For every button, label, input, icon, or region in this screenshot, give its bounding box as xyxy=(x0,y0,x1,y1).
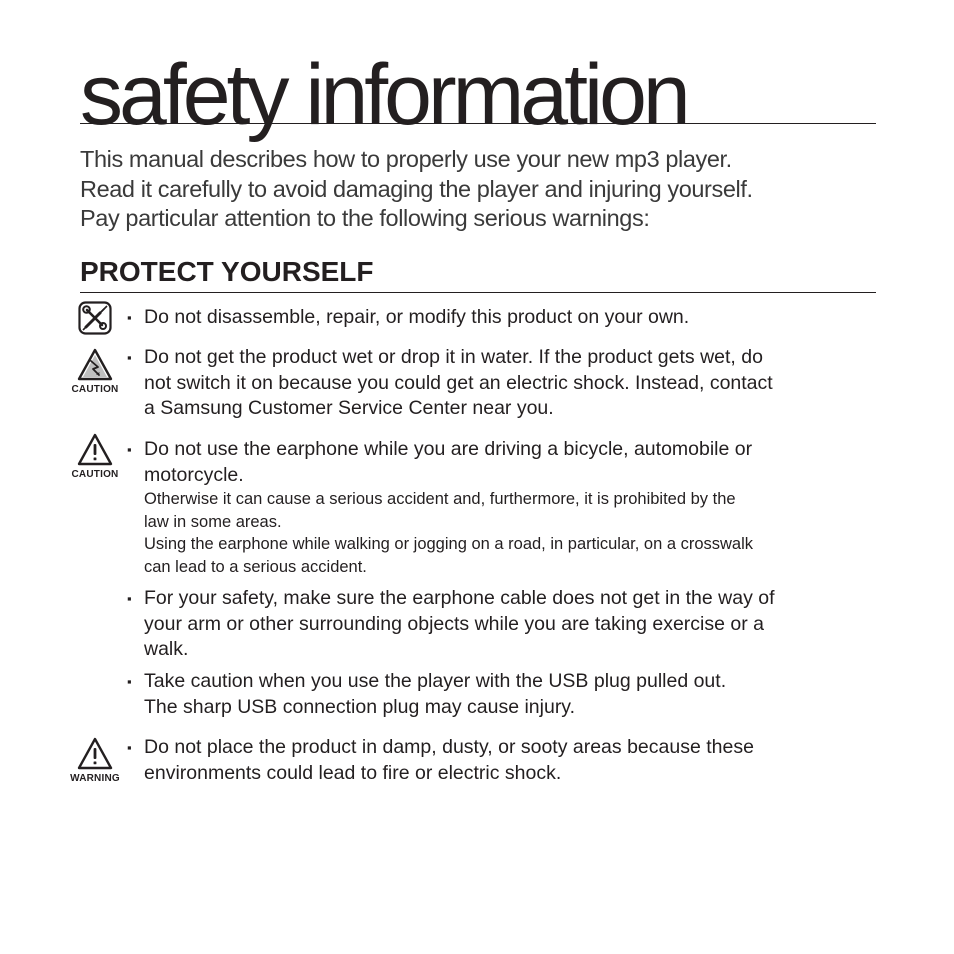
item-subline: Otherwise it can cause a serious accident and, furthermore, it is prohibited by the xyxy=(144,490,736,508)
intro-line: This manual describes how to properly use your new mp3 player. xyxy=(80,146,732,172)
no-disassemble-icon xyxy=(78,301,112,335)
item-line: not switch it on because you could get an electric shock. Instead, contact xyxy=(144,371,773,394)
item-line: Do not get the product wet or drop it in water. If the product gets wet, do xyxy=(144,346,763,368)
item-line: For your safety, make sure the earphone cable does not get in the way of xyxy=(144,587,775,609)
item-line: The sharp USB connection plug may cause injury. xyxy=(144,695,576,718)
item-subline: law in some areas. xyxy=(144,512,282,531)
list-item xyxy=(127,437,872,578)
item-text xyxy=(144,437,872,488)
item-line: a Samsung Customer Service Center near you. xyxy=(144,397,554,419)
caution-label: CAUTION xyxy=(71,384,119,395)
item-line: Do not place the product in damp, dusty, or sooty areas because these xyxy=(144,736,754,758)
no-disassemble-icon-block xyxy=(65,301,125,335)
bullet-mark: ▪ xyxy=(127,591,132,606)
item-line: Do not use the earphone while you are driving a bicycle, automobile or xyxy=(144,438,753,460)
intro-line: Pay particular attention to the following serious warnings: xyxy=(80,205,650,231)
warning-icon-block xyxy=(65,737,125,785)
item-text xyxy=(144,305,872,331)
list-item xyxy=(127,305,872,331)
item-subline: can lead to a serious accident. xyxy=(144,557,367,576)
item-line: environments could lead to fire or electric shock. xyxy=(144,761,562,784)
intro-line: Read it carefully to avoid damaging the player and injuring yourself. xyxy=(80,175,753,202)
item-subline: Using the earphone while walking or jogging on a road, in particular, on a crosswalk xyxy=(144,535,754,553)
item-text xyxy=(144,669,872,720)
warning-exclamation-icon xyxy=(77,737,113,771)
section-heading: PROTECT YOURSELF xyxy=(80,256,374,287)
bullet-mark: ▪ xyxy=(127,740,132,755)
list-item xyxy=(127,586,872,663)
warning-label: WARNING xyxy=(70,773,120,784)
item-line: your arm or other surrounding objects while you are taking exercise or a xyxy=(144,612,764,635)
item-line: motorcycle. xyxy=(144,463,244,486)
item-subtext xyxy=(144,488,872,578)
electric-shock-caution-icon xyxy=(77,348,113,382)
intro-paragraph xyxy=(80,145,876,234)
bullet-mark: ▪ xyxy=(127,442,132,457)
item-line: walk. xyxy=(144,638,189,660)
bullet-mark: ▪ xyxy=(127,350,132,365)
bullet-mark: ▪ xyxy=(127,674,132,689)
list-item xyxy=(127,669,872,720)
caution-exclamation-icon xyxy=(77,433,113,467)
item-line: Take caution when you use the player with the USB plug pulled out. xyxy=(144,670,727,692)
item-text xyxy=(144,586,872,663)
section-divider xyxy=(80,292,876,293)
page-title: safety information xyxy=(80,47,687,143)
bullet-mark: ▪ xyxy=(127,310,132,325)
title-divider xyxy=(80,123,876,124)
item-line: Do not disassemble, repair, or modify this product on your own. xyxy=(144,306,690,328)
caution-shock-icon-block xyxy=(65,348,125,396)
list-item xyxy=(127,735,872,786)
caution-icon-block xyxy=(65,433,125,481)
item-text xyxy=(144,735,872,786)
item-text xyxy=(144,345,872,422)
list-item xyxy=(127,345,872,422)
caution-label: CAUTION xyxy=(71,469,119,480)
